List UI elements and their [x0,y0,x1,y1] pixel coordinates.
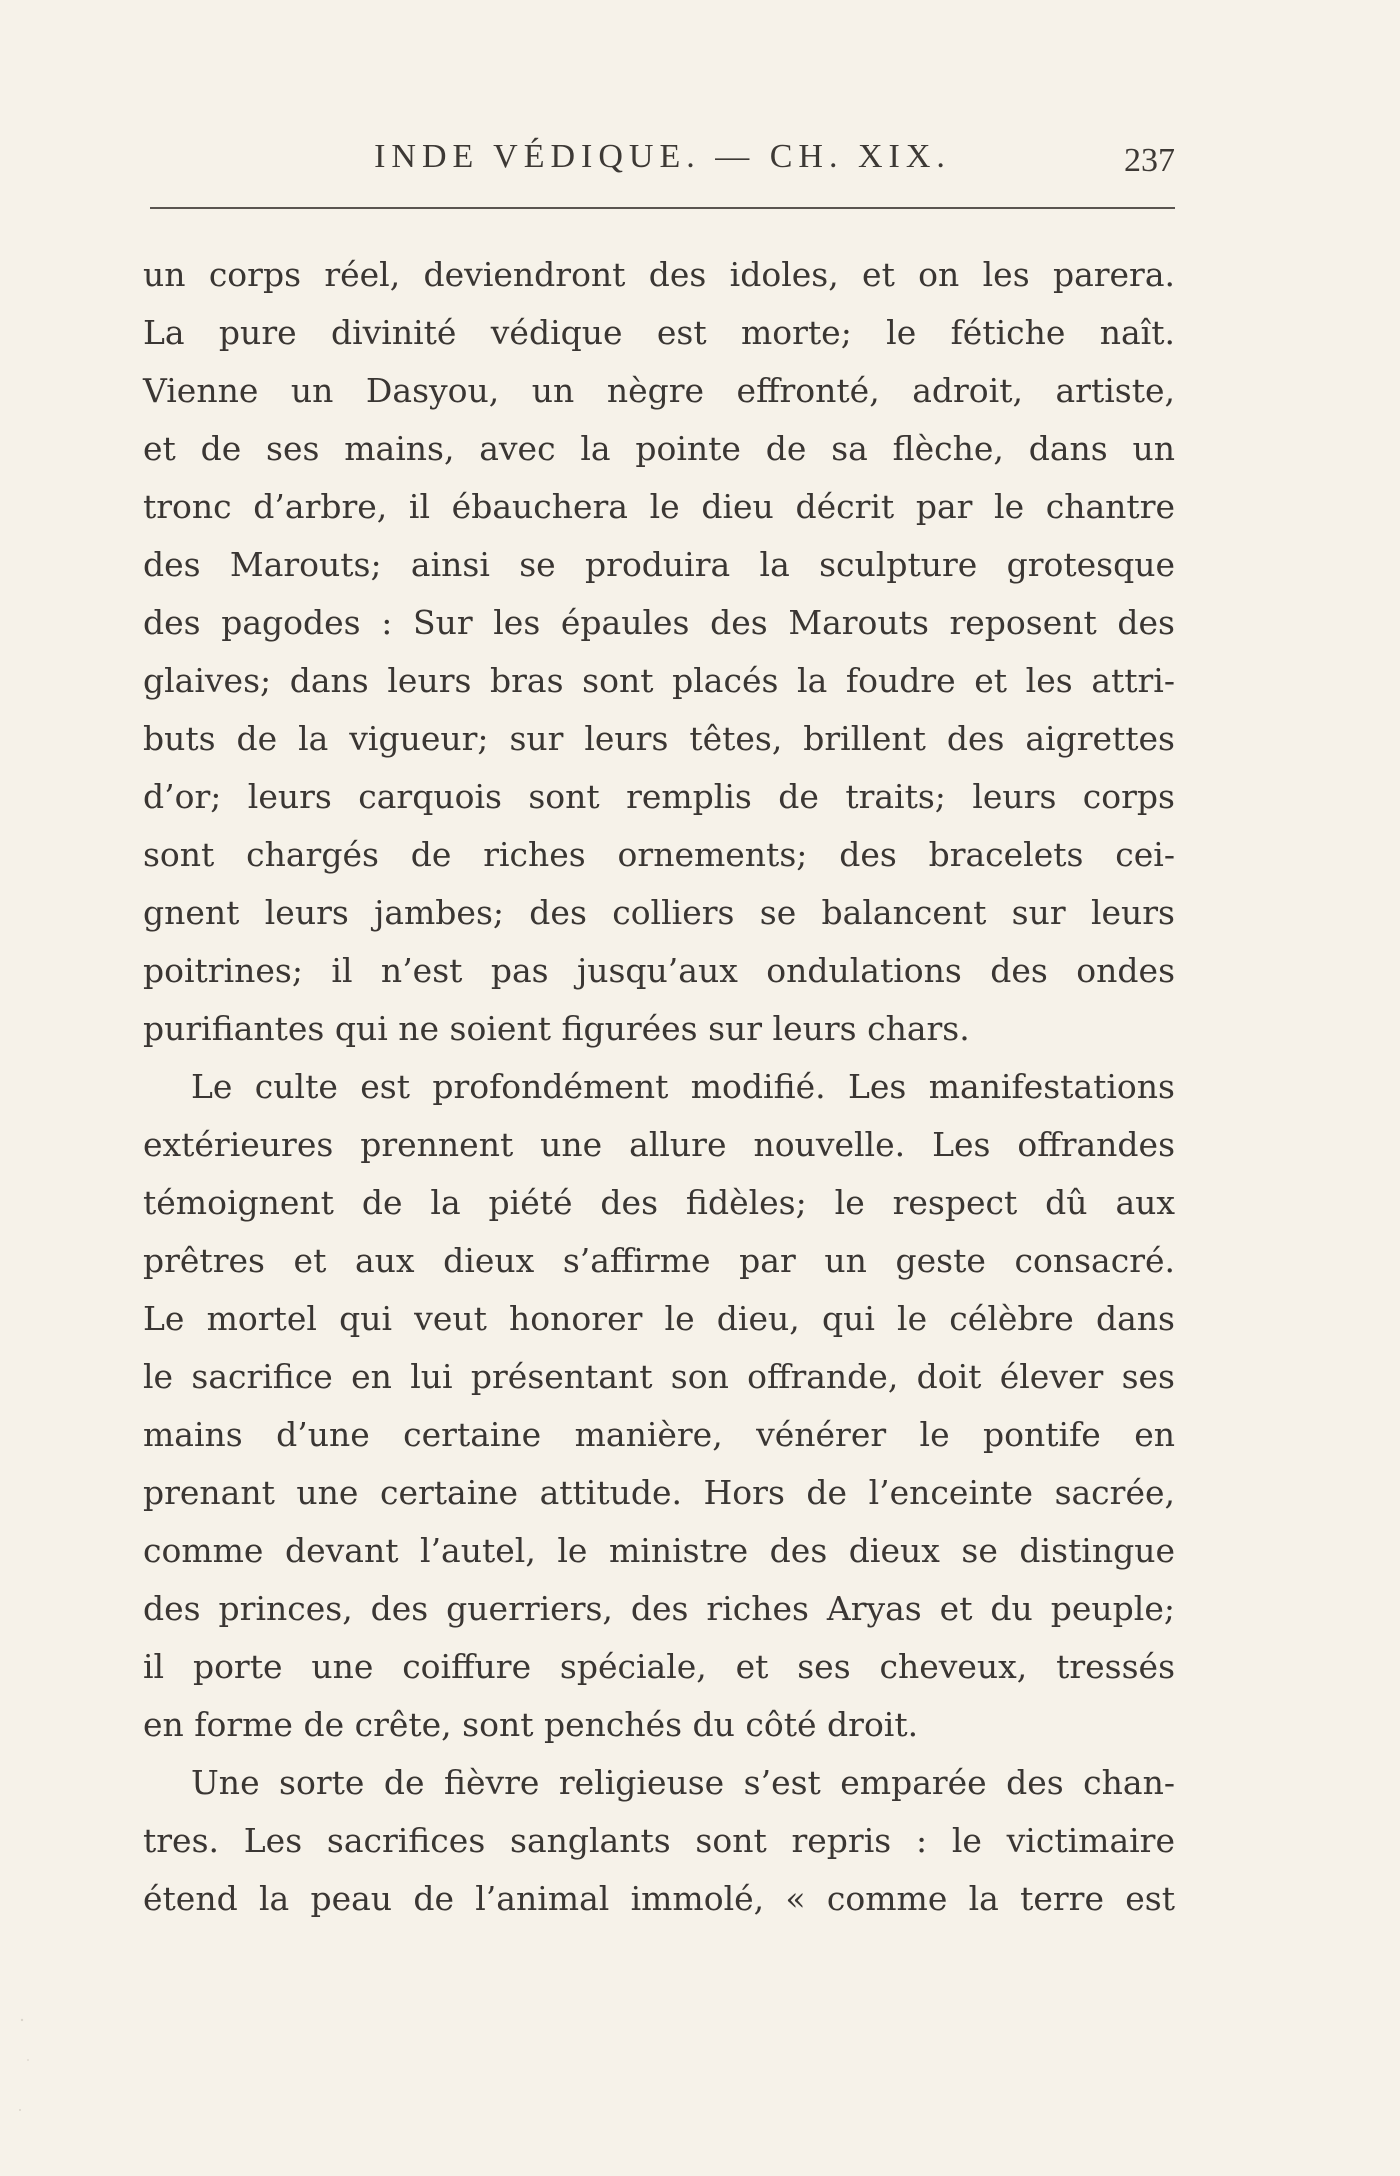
text-line: et de ses mains, avec la pointe de sa flèche, dans un [143,429,1175,468]
text-line: prenant une certaine attitude. Hors de l’enceinte sacrée, [143,1473,1175,1512]
text-line: Le culte est profondément modifié. Les manifestations [191,1067,1175,1106]
body-text [143,246,1175,1928]
text-line: Vienne un Dasyou, un nègre effronté, adroit, artiste, [143,371,1175,410]
text-line: gnent leurs jambes; des colliers se balancent sur leurs [143,893,1175,932]
text-line: en forme de crête, sont penchés du côté droit. [143,1705,919,1744]
text-line: sont chargés de riches ornements; des bracelets cei- [143,835,1175,874]
text-line: des princes, des guerriers, des riches Aryas et du peuple; [143,1589,1175,1628]
text-line: Le mortel qui veut honorer le dieu, qui le célèbre dans [143,1299,1175,1338]
text-line: purifiantes qui ne soient figurées sur leurs chars. [143,1009,970,1048]
text-line: glaives; dans leurs bras sont placés la foudre et les attri- [143,661,1175,700]
text-line: le sacrifice en lui présentant son offrande, doit élever ses [143,1357,1175,1396]
text-line: tres. Les sacrifices sanglants sont repris : le victimaire [143,1821,1175,1860]
text-line: prêtres et aux dieux s’affirme par un geste consacré. [143,1241,1175,1280]
text-line: poitrines; il n’est pas jusqu’aux ondulations des ondes [143,951,1175,990]
text-line: Une sorte de fièvre religieuse s’est emparée des chan- [191,1763,1175,1802]
header-rule [150,207,1175,209]
text-line: témoignent de la piété des fidèles; le respect dû aux [143,1183,1175,1222]
text-line: extérieures prennent une allure nouvelle. Les offrandes [143,1125,1175,1164]
text-line: des pagodes : Sur les épaules des Marouts reposent des [143,603,1175,642]
text-line: des Marouts; ainsi se produira la sculpture grotesque [143,545,1175,584]
text-line: d’or; leurs carquois sont remplis de traits; leurs corps [143,777,1175,816]
paper-specks [12,2000,42,2150]
text-line: tronc d’arbre, il ébauchera le dieu décrit par le chantre [143,487,1175,526]
text-line: La pure divinité védique est morte; le fétiche naît. [143,313,1175,352]
text-line: un corps réel, deviendront des idoles, et on les parera. [143,255,1175,294]
running-title: INDE VÉDIQUE. — CH. XIX. [374,138,951,175]
text-line: mains d’une certaine manière, vénérer le pontife en [143,1415,1175,1454]
text-line: il porte une coiffure spéciale, et ses cheveux, tressés [143,1647,1175,1686]
text-line: buts de la vigueur; sur leurs têtes, brillent des aigrettes [143,719,1175,758]
running-head [150,138,1175,188]
text-line: étend la peau de l’animal immolé, « comme la terre est [143,1879,1175,1918]
text-line: comme devant l’autel, le ministre des dieux se distingue [143,1531,1175,1570]
page-number: 237 [1124,142,1175,179]
